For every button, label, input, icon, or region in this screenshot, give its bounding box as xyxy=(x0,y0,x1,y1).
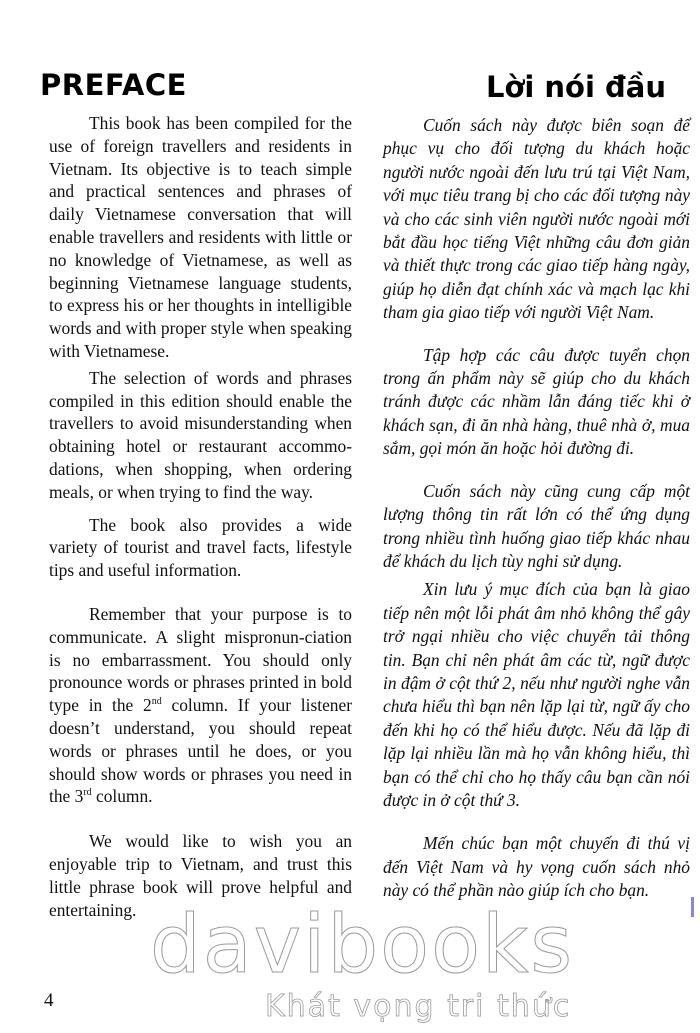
english-paragraph-selection: The selection of words and phrases compiled in this edition should enable the travellers to avoid misunderstanding when obtaining hotel or restaurant accommo-dations, when shopping, when ordering meals, or when trying to find the way. xyxy=(49,367,352,502)
english-paragraph-facts: The book also provides a wide variety of tourist and travel facts, lifestyle tips and useful information. xyxy=(49,514,352,581)
english-paragraph-remember xyxy=(49,603,352,808)
preface-title-vietnamese: Lời nói đầu xyxy=(485,70,666,104)
vietnamese-paragraph-wish: Mến chúc bạn một chuyến đi thú vị đến Việt Nam và hy vọng cuốn sách nhỏ này có thể phần nào giúp ích cho bạn. xyxy=(383,833,690,901)
english-paragraph-purpose: This book has been compiled for the use of foreign travellers and residents in Vietnam. Its objective is to teach simple and practical sentences and phrases of daily Vietnamese conversation that will enable travellers and residents with little or no knowledge of Vietnamese, as well as beginning Vietnamese language students, to express his or her thoughts in intelligible words and with proper style when speaking with Vietnamese. xyxy=(49,113,352,361)
vietnamese-paragraph-remember: Xin lưu ý mục đích của bạn là giao tiếp nên một lỗi phát âm nhỏ không thể gây trở ngại nhiều cho việc chuyển tải thông tin. Bạn chỉ nên phát âm các từ, ngữ được in đậm ở cột thứ 2, nếu như người nghe vẫn chưa hiểu thì bạn nên lặp lại từ, ngữ ấy cho đến khi họ có thể hiểu được. Nếu đã lặp đi lặp lại nhiều lần mà họ vẫn không hiểu, thì bạn có thể chỉ cho họ thấy câu bạn cần nói được in ở cột thứ 3. xyxy=(383,579,690,810)
remember-text-part1: Remember that your purpose is to communicate. A slight mispronun-ciation is no embarrassment. You should only pronounce words or phrases printed in bold type in the 2 xyxy=(49,603,352,716)
preface-title-english: PREFACE xyxy=(40,68,187,102)
remember-text-part2: column. If your listener doesn’t understand, you should repeat words or phrases until he does, or you should show words or phrases you need in the 3 xyxy=(49,695,352,807)
vietnamese-paragraph-facts: Cuốn sách này cũng cung cấp một lượng thông tin rất lớn có thể ứng dụng trong nhiều tình huống giao tiếp khác nhau để khách du lịch tùy nghi sử dụng. xyxy=(383,480,690,571)
vietnamese-paragraph-purpose: Cuốn sách này được biên soạn để phục vụ cho đối tượng du khách hoặc người nước ngoài đến lưu trú tại Việt Nam, với mục tiêu trang bị cho các đối tượng này và cho các sinh viên người nước ngoài mới bắt đầu học tiếng Việt những câu đơn giản và thiết thực trong các giao tiếp hàng ngày, giúp họ diễn đạt chính xác và mạch lạc khi tham gia giao tiếp với người Việt Nam. xyxy=(383,115,690,323)
ordinal-suffix-rd: rd xyxy=(83,787,92,799)
ordinal-suffix-nd: nd xyxy=(151,696,162,708)
vietnamese-column xyxy=(383,114,690,903)
remember-text-part3: column. xyxy=(91,786,153,807)
watermark-brand: davibooks xyxy=(150,898,575,991)
english-paragraph-wish: We would like to wish you an enjoyable trip to Vietnam, and trust this little phrase book will prove helpful and entertaining. xyxy=(49,831,352,920)
vietnamese-paragraph-selection: Tập hợp các câu được tuyển chọn trong ấn phẩm này sẽ giúp cho du khách tránh được các nhầm lẫn đáng tiếc khi ở khách sạn, đi ăn nhà hàng, thuê nhà ở, mua sắm, gọi món ăn hoặc hỏi đường đi. xyxy=(383,344,690,459)
english-column xyxy=(49,112,352,921)
page-number: 4 xyxy=(44,990,54,1011)
text-cursor-marker xyxy=(691,897,694,917)
watermark-slogan: Khát vọng tri thức xyxy=(265,989,572,1024)
